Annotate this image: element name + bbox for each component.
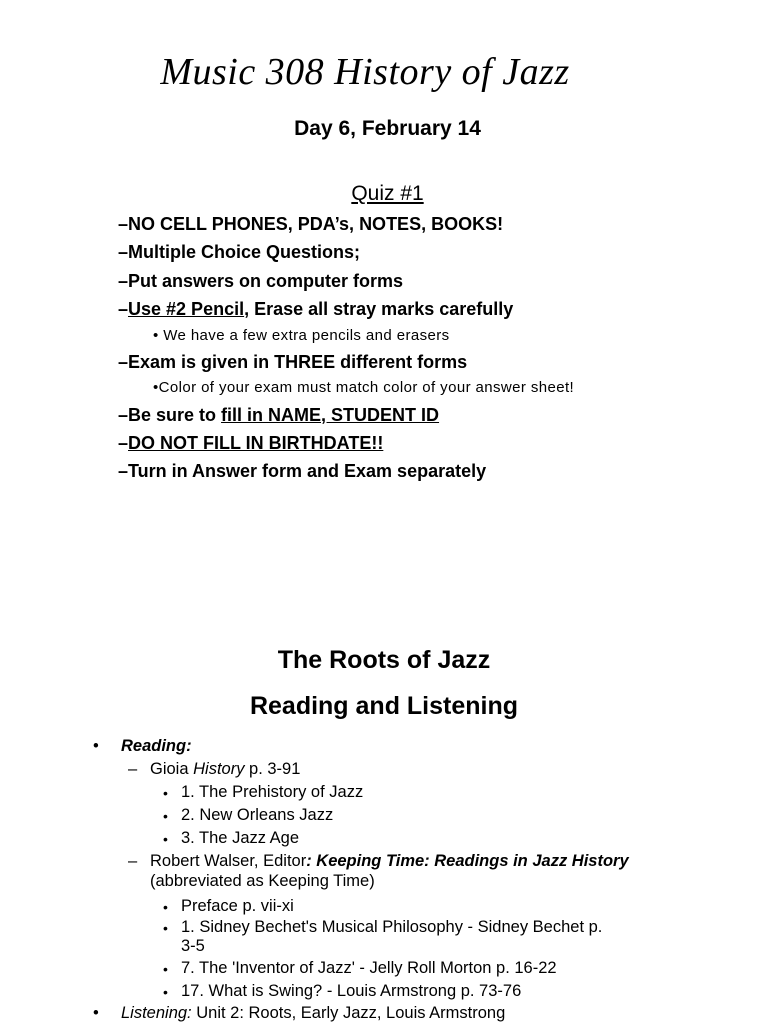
bullet-marker: • <box>163 984 168 1000</box>
slide-subtitle: Day 6, February 14 <box>294 117 481 140</box>
rule-no-birthdate: –DO NOT FILL IN BIRTHDATE!! <box>118 433 384 453</box>
rule-turn-in: –Turn in Answer form and Exam separately <box>118 461 487 481</box>
gioia-entry: Gioia History p. 3-91 <box>150 760 301 778</box>
section-title: The Roots of Jazz <box>277 646 491 674</box>
walser-chapter: 17. What is Swing? - Louis Armstrong p. 73-76 <box>181 982 522 1000</box>
bullet-marker: • <box>163 785 168 801</box>
walser-chapter: 7. The 'Inventor of Jazz' - Jelly Roll Morton p. 16-22 <box>181 959 557 977</box>
note-extra-pencils: • We have a few extra pencils and erasers <box>153 327 450 344</box>
bullet-marker: • <box>163 899 168 915</box>
rule-three-forms: –Exam is given in THREE different forms <box>118 352 468 372</box>
bullet-marker: • <box>163 808 168 824</box>
rule-no-phones: –NO CELL PHONES, PDA’s, NOTES, BOOKS! <box>118 214 504 234</box>
gioia-chapter: 1. The Prehistory of Jazz <box>181 783 364 801</box>
bullet-marker: • <box>93 1004 99 1022</box>
walser-chapter: Preface p. vii-xi <box>181 897 294 915</box>
slide-title: Music 308 History of Jazz <box>160 51 570 93</box>
rule-pencil: –Use #2 Pencil, Erase all stray marks carefully <box>118 299 514 319</box>
reading-label: Reading: <box>121 737 192 755</box>
walser-note: (abbreviated as Keeping Time) <box>150 872 375 890</box>
walser-chapter: 1. Sidney Bechet's Musical Philosophy - Sidney Bechet p. <box>181 918 603 936</box>
gioia-chapter: 2. New Orleans Jazz <box>181 806 334 824</box>
bullet-marker: • <box>93 737 99 755</box>
bullet-marker: • <box>163 831 168 847</box>
walser-chapter-continued: 3-5 <box>181 937 205 955</box>
dash-marker: – <box>128 760 138 778</box>
bullet-marker: • <box>163 920 168 936</box>
listening-entry: Listening: Unit 2: Roots, Early Jazz, Louis Armstrong <box>121 1004 506 1022</box>
rule-fill-in-name: –Be sure to fill in NAME, STUDENT ID <box>118 405 440 425</box>
dash-marker: – <box>128 852 138 870</box>
walser-entry: Robert Walser, Editor: Keeping Time: Readings in Jazz History <box>150 852 629 870</box>
bullet-marker: • <box>163 961 168 977</box>
rule-multiple-choice: –Multiple Choice Questions; <box>118 242 361 262</box>
note-color-match: •Color of your exam must match color of your answer sheet! <box>153 379 575 396</box>
section-subtitle: Reading and Listening <box>249 692 519 720</box>
gioia-chapter: 3. The Jazz Age <box>181 829 300 847</box>
rule-computer-forms: –Put answers on computer forms <box>118 271 404 291</box>
quiz-heading: Quiz #1 <box>351 182 424 205</box>
